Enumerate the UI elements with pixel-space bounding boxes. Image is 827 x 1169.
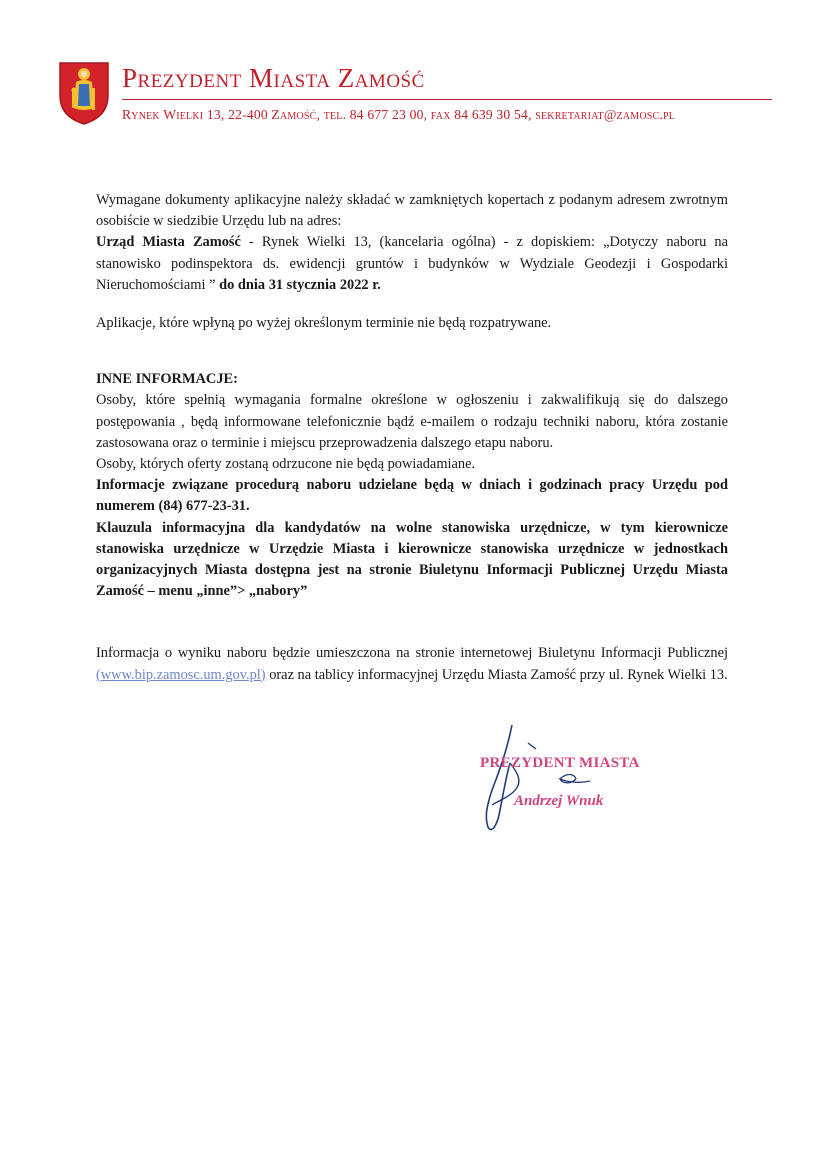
header-title: Prezydent Miasta Zamość <box>122 63 425 93</box>
header-divider <box>122 99 772 100</box>
other-info-rejected: Osoby, których oferty zostaną odrzucone nie będą powiadamiane. <box>96 456 476 473</box>
other-info-text: Osoby, które spełnią wymagania formalne określone w ogłoszeniu i zakwalifikują się do dalszego postępowania , będą informowane telefonicznie bądź e-mailem o rodzaju techniki naboru, która zostanie zastosowana oraz o terminie i miejscu przeprowadzenia dalszego etapu naboru. <box>96 392 728 451</box>
coat-of-arms-icon <box>57 60 111 126</box>
header-address: Rynek Wielki 13, 22-400 Zamość, tel. 84 677 23 00, fax 84 639 30 54, sekretariat@zamosc.pl <box>122 107 676 122</box>
bip-link[interactable]: (www.bip.zamosc.um.gov.pl) <box>96 666 266 683</box>
paragraph-result-info: Informacja o wyniku naboru będzie umieszczona na stronie internetowej Biuletynu Informacji Publicznej (www.bip.zamosc.um.gov.pl) oraz na tablicy informacyjnej Urzędu Miasta Zamość przy ul. Rynek Wielki 13. <box>96 645 728 683</box>
submission-address: - Rynek Wielki 13, (kancelaria ogólna) - z dopiskiem: „Dotyczy naboru na stanowisko podinspektora ds. ewidencji gruntów i budynków w Wydziale Geodezji i Gospodarki Nieruchomościami ” <box>96 234 728 293</box>
office-name: Urząd Miasta Zamość <box>96 234 241 251</box>
paragraph-submission <box>96 190 728 296</box>
section-heading-other-info: INNE INFORMACJE: <box>96 371 238 388</box>
document-body <box>96 190 728 686</box>
submission-deadline: do dnia 31 stycznia 2022 r. <box>219 276 381 293</box>
stamp-title: PREZYDENT MIASTA <box>480 755 640 771</box>
submission-intro: Wymagane dokumenty aplikacyjne należy składać w zamkniętych kopertach z podanym adresem zwrotnym osobiście w siedzibie Urzędu lub na adres: <box>96 192 728 230</box>
other-info-contact: Informacje związane procedurą naboru udzielane będą w dniach i godzinach pracy Urzędu pod numerem (84) 677-23-31. <box>96 477 728 515</box>
paragraph-late-applications: Aplikacje, które wpłyną po wyżej określonym terminie nie będą rozpatrywane. <box>96 315 552 332</box>
handwritten-signature-icon <box>470 715 690 845</box>
other-info-clause: Klauzula informacyjna dla kandydatów na wolne stanowiska urzędnicze, w tym kierownicze stanowiska urzędnicze w Urzędzie Miasta i kierownicze stanowiska urzędnicze w jednostkach organizacyjnych Miasta dostępna jest na stronie Biuletynu Informacji Publicznej Urzędu Miasta Zamość – menu „inne”> „nabory” <box>96 519 728 600</box>
stamp-name: Andrzej Wnuk <box>514 793 604 809</box>
